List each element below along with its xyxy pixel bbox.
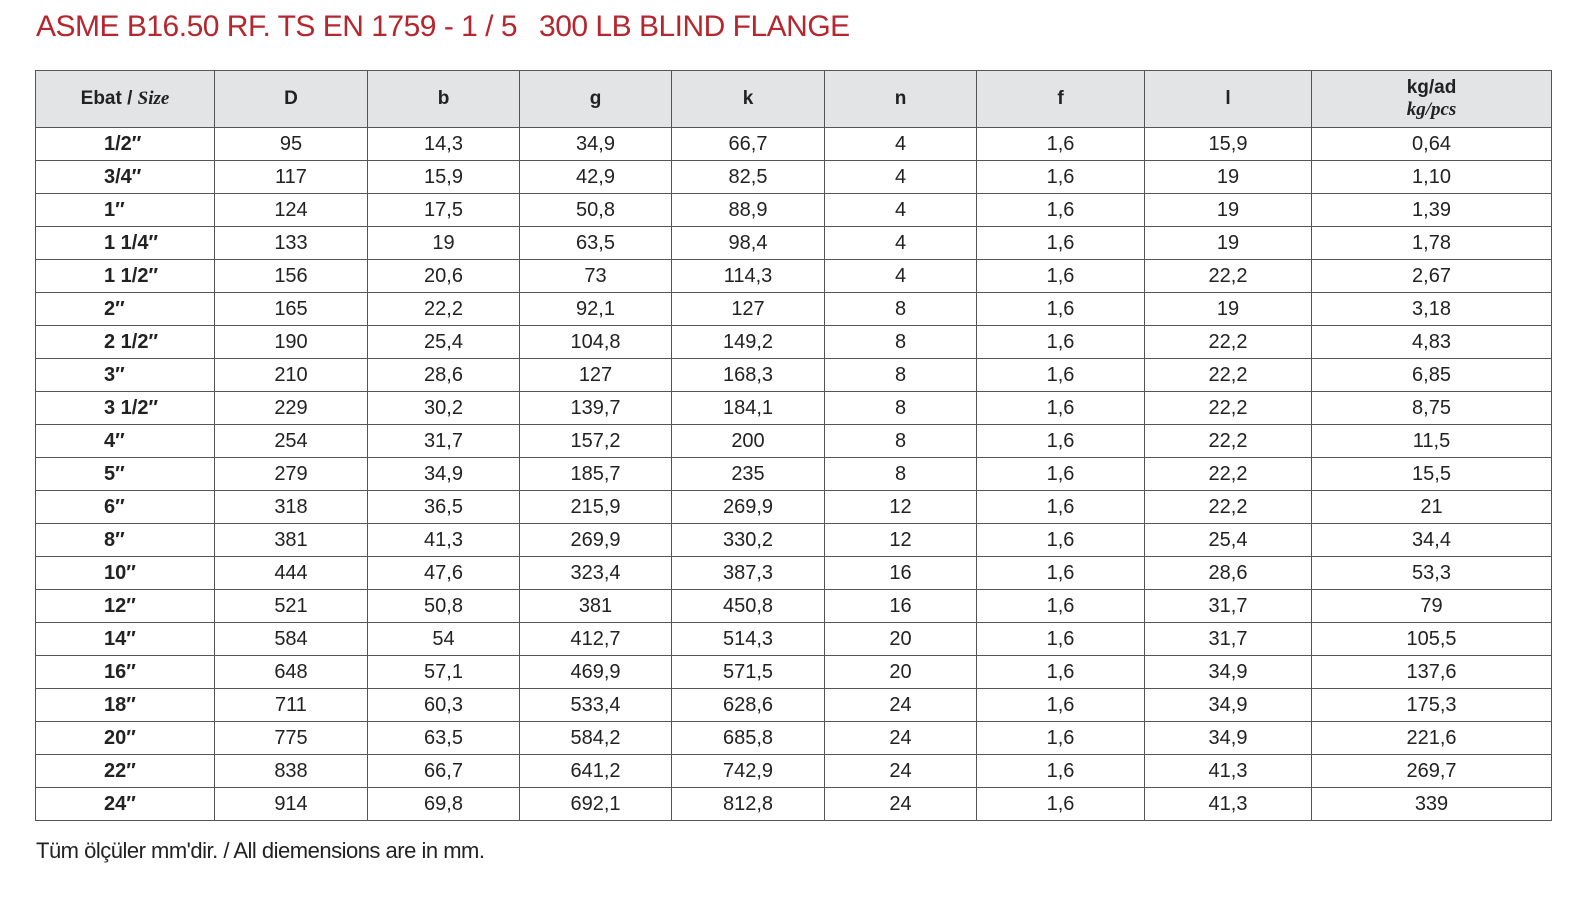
cell-b: 41,3 [368,524,520,557]
cell-l: 19 [1145,293,1312,326]
footnote: Tüm ölçüler mm'dir. / All diemensions are in mm. [36,838,485,863]
cell-k: 742,9 [672,755,825,788]
cell-n: 8 [825,425,977,458]
cell-l: 22,2 [1145,458,1312,491]
cell-l: 19 [1145,161,1312,194]
cell-g: 104,8 [520,326,672,359]
cell-weight: 11,5 [1312,425,1552,458]
page-title [36,10,850,44]
cell-g: 127 [520,359,672,392]
cell-g: 73 [520,260,672,293]
cell-size: 24″ [36,788,215,821]
cell-weight: 4,83 [1312,326,1552,359]
cell-size: 16″ [36,656,215,689]
cell-size: 10″ [36,557,215,590]
cell-f: 1,6 [977,755,1145,788]
cell-k: 628,6 [672,689,825,722]
dimension-table [35,70,1552,821]
cell-n: 16 [825,590,977,623]
cell-D: 254 [215,425,368,458]
cell-n: 4 [825,227,977,260]
cell-D: 229 [215,392,368,425]
cell-n: 12 [825,491,977,524]
cell-size: 1″ [36,194,215,227]
cell-k: 571,5 [672,656,825,689]
table-row [36,260,1552,293]
cell-weight: 269,7 [1312,755,1552,788]
cell-f: 1,6 [977,623,1145,656]
cell-g: 469,9 [520,656,672,689]
cell-weight: 2,67 [1312,260,1552,293]
header-f: f [977,71,1145,128]
cell-n: 4 [825,128,977,161]
cell-g: 63,5 [520,227,672,260]
table-row [36,128,1552,161]
header-weight: kg/ad kg/pcs [1312,71,1552,128]
cell-size: 5″ [36,458,215,491]
cell-size: 12″ [36,590,215,623]
table-body [36,128,1552,821]
cell-D: 124 [215,194,368,227]
cell-l: 22,2 [1145,260,1312,293]
cell-f: 1,6 [977,128,1145,161]
cell-n: 4 [825,161,977,194]
header-g: g [520,71,672,128]
cell-f: 1,6 [977,161,1145,194]
header-b: b [368,71,520,128]
cell-f: 1,6 [977,590,1145,623]
cell-b: 31,7 [368,425,520,458]
cell-size: 1 1/2″ [36,260,215,293]
cell-D: 318 [215,491,368,524]
cell-l: 28,6 [1145,557,1312,590]
cell-b: 57,1 [368,656,520,689]
table-header-row [36,71,1552,128]
cell-k: 98,4 [672,227,825,260]
cell-weight: 105,5 [1312,623,1552,656]
cell-n: 20 [825,623,977,656]
cell-k: 450,8 [672,590,825,623]
cell-k: 66,7 [672,128,825,161]
cell-b: 50,8 [368,590,520,623]
cell-D: 711 [215,689,368,722]
cell-l: 34,9 [1145,689,1312,722]
cell-size: 18″ [36,689,215,722]
table-row [36,755,1552,788]
table-row [36,656,1552,689]
cell-n: 20 [825,656,977,689]
cell-b: 14,3 [368,128,520,161]
cell-f: 1,6 [977,227,1145,260]
cell-l: 31,7 [1145,590,1312,623]
cell-weight: 175,3 [1312,689,1552,722]
cell-weight: 34,4 [1312,524,1552,557]
cell-l: 41,3 [1145,755,1312,788]
cell-D: 117 [215,161,368,194]
cell-l: 19 [1145,194,1312,227]
cell-f: 1,6 [977,392,1145,425]
cell-g: 139,7 [520,392,672,425]
cell-weight: 1,78 [1312,227,1552,260]
cell-l: 22,2 [1145,326,1312,359]
table-row [36,524,1552,557]
cell-size: 14″ [36,623,215,656]
cell-n: 8 [825,458,977,491]
cell-b: 36,5 [368,491,520,524]
cell-b: 54 [368,623,520,656]
cell-f: 1,6 [977,557,1145,590]
cell-D: 838 [215,755,368,788]
cell-weight: 53,3 [1312,557,1552,590]
cell-b: 17,5 [368,194,520,227]
cell-b: 22,2 [368,293,520,326]
header-k: k [672,71,825,128]
cell-size: 20″ [36,722,215,755]
cell-l: 22,2 [1145,425,1312,458]
cell-weight: 3,18 [1312,293,1552,326]
cell-g: 50,8 [520,194,672,227]
cell-g: 42,9 [520,161,672,194]
cell-weight: 21 [1312,491,1552,524]
cell-f: 1,6 [977,656,1145,689]
cell-n: 24 [825,689,977,722]
cell-D: 210 [215,359,368,392]
cell-n: 8 [825,326,977,359]
cell-D: 381 [215,524,368,557]
cell-g: 533,4 [520,689,672,722]
cell-b: 63,5 [368,722,520,755]
cell-f: 1,6 [977,689,1145,722]
table-row [36,689,1552,722]
table-row [36,722,1552,755]
cell-D: 775 [215,722,368,755]
cell-weight: 0,64 [1312,128,1552,161]
cell-g: 381 [520,590,672,623]
cell-f: 1,6 [977,722,1145,755]
cell-n: 24 [825,788,977,821]
cell-b: 60,3 [368,689,520,722]
table-row [36,227,1552,260]
cell-n: 12 [825,524,977,557]
cell-f: 1,6 [977,260,1145,293]
cell-f: 1,6 [977,359,1145,392]
cell-size: 3″ [36,359,215,392]
cell-k: 514,3 [672,623,825,656]
cell-size: 3/4″ [36,161,215,194]
dimension-table-container [35,70,1551,821]
table-row [36,392,1552,425]
cell-weight: 1,10 [1312,161,1552,194]
cell-l: 22,2 [1145,359,1312,392]
cell-D: 648 [215,656,368,689]
cell-k: 200 [672,425,825,458]
cell-g: 34,9 [520,128,672,161]
cell-k: 127 [672,293,825,326]
cell-f: 1,6 [977,491,1145,524]
cell-l: 31,7 [1145,623,1312,656]
cell-k: 269,9 [672,491,825,524]
cell-D: 584 [215,623,368,656]
cell-k: 184,1 [672,392,825,425]
cell-D: 279 [215,458,368,491]
cell-weight: 15,5 [1312,458,1552,491]
cell-size: 4″ [36,425,215,458]
cell-g: 215,9 [520,491,672,524]
cell-g: 641,2 [520,755,672,788]
cell-f: 1,6 [977,326,1145,359]
cell-g: 157,2 [520,425,672,458]
table-row [36,194,1552,227]
cell-l: 34,9 [1145,656,1312,689]
cell-D: 95 [215,128,368,161]
cell-b: 25,4 [368,326,520,359]
cell-b: 30,2 [368,392,520,425]
table-row [36,293,1552,326]
cell-D: 165 [215,293,368,326]
cell-D: 521 [215,590,368,623]
cell-size: 1 1/4″ [36,227,215,260]
cell-n: 4 [825,260,977,293]
table-row [36,557,1552,590]
table-row [36,623,1552,656]
cell-f: 1,6 [977,293,1145,326]
header-size: Ebat / Size [36,71,215,128]
cell-l: 22,2 [1145,491,1312,524]
cell-k: 114,3 [672,260,825,293]
cell-size: 3 1/2″ [36,392,215,425]
cell-weight: 339 [1312,788,1552,821]
cell-weight: 6,85 [1312,359,1552,392]
cell-D: 156 [215,260,368,293]
cell-g: 92,1 [520,293,672,326]
cell-k: 149,2 [672,326,825,359]
cell-size: 22″ [36,755,215,788]
cell-b: 28,6 [368,359,520,392]
cell-n: 16 [825,557,977,590]
header-l: l [1145,71,1312,128]
cell-g: 269,9 [520,524,672,557]
table-row [36,590,1552,623]
cell-g: 185,7 [520,458,672,491]
cell-n: 24 [825,722,977,755]
cell-g: 323,4 [520,557,672,590]
cell-f: 1,6 [977,425,1145,458]
cell-l: 41,3 [1145,788,1312,821]
table-row [36,161,1552,194]
cell-b: 69,8 [368,788,520,821]
cell-n: 8 [825,392,977,425]
cell-size: 2″ [36,293,215,326]
cell-D: 444 [215,557,368,590]
cell-weight: 8,75 [1312,392,1552,425]
cell-b: 47,6 [368,557,520,590]
cell-size: 2 1/2″ [36,326,215,359]
cell-weight: 1,39 [1312,194,1552,227]
cell-D: 133 [215,227,368,260]
cell-n: 24 [825,755,977,788]
table-row [36,788,1552,821]
cell-k: 88,9 [672,194,825,227]
table-row [36,359,1552,392]
title-standard: ASME B16.50 RF. TS EN 1759 - 1 / 5 [36,10,518,43]
cell-l: 25,4 [1145,524,1312,557]
cell-b: 20,6 [368,260,520,293]
title-product: 300 LB BLIND FLANGE [539,10,850,43]
table-row [36,458,1552,491]
table-row [36,491,1552,524]
cell-l: 34,9 [1145,722,1312,755]
cell-b: 19 [368,227,520,260]
cell-D: 914 [215,788,368,821]
header-n: n [825,71,977,128]
cell-D: 190 [215,326,368,359]
cell-g: 412,7 [520,623,672,656]
cell-k: 82,5 [672,161,825,194]
cell-g: 584,2 [520,722,672,755]
cell-f: 1,6 [977,788,1145,821]
header-D: D [215,71,368,128]
cell-k: 812,8 [672,788,825,821]
cell-l: 22,2 [1145,392,1312,425]
cell-n: 4 [825,194,977,227]
cell-size: 8″ [36,524,215,557]
cell-f: 1,6 [977,524,1145,557]
table-row [36,326,1552,359]
cell-k: 685,8 [672,722,825,755]
cell-f: 1,6 [977,194,1145,227]
cell-weight: 137,6 [1312,656,1552,689]
table-row [36,425,1552,458]
cell-n: 8 [825,293,977,326]
cell-weight: 79 [1312,590,1552,623]
cell-b: 34,9 [368,458,520,491]
cell-f: 1,6 [977,458,1145,491]
cell-g: 692,1 [520,788,672,821]
cell-l: 15,9 [1145,128,1312,161]
cell-b: 15,9 [368,161,520,194]
cell-k: 168,3 [672,359,825,392]
cell-b: 66,7 [368,755,520,788]
cell-l: 19 [1145,227,1312,260]
cell-k: 330,2 [672,524,825,557]
cell-n: 8 [825,359,977,392]
cell-k: 235 [672,458,825,491]
cell-k: 387,3 [672,557,825,590]
cell-weight: 221,6 [1312,722,1552,755]
cell-size: 6″ [36,491,215,524]
cell-size: 1/2″ [36,128,215,161]
